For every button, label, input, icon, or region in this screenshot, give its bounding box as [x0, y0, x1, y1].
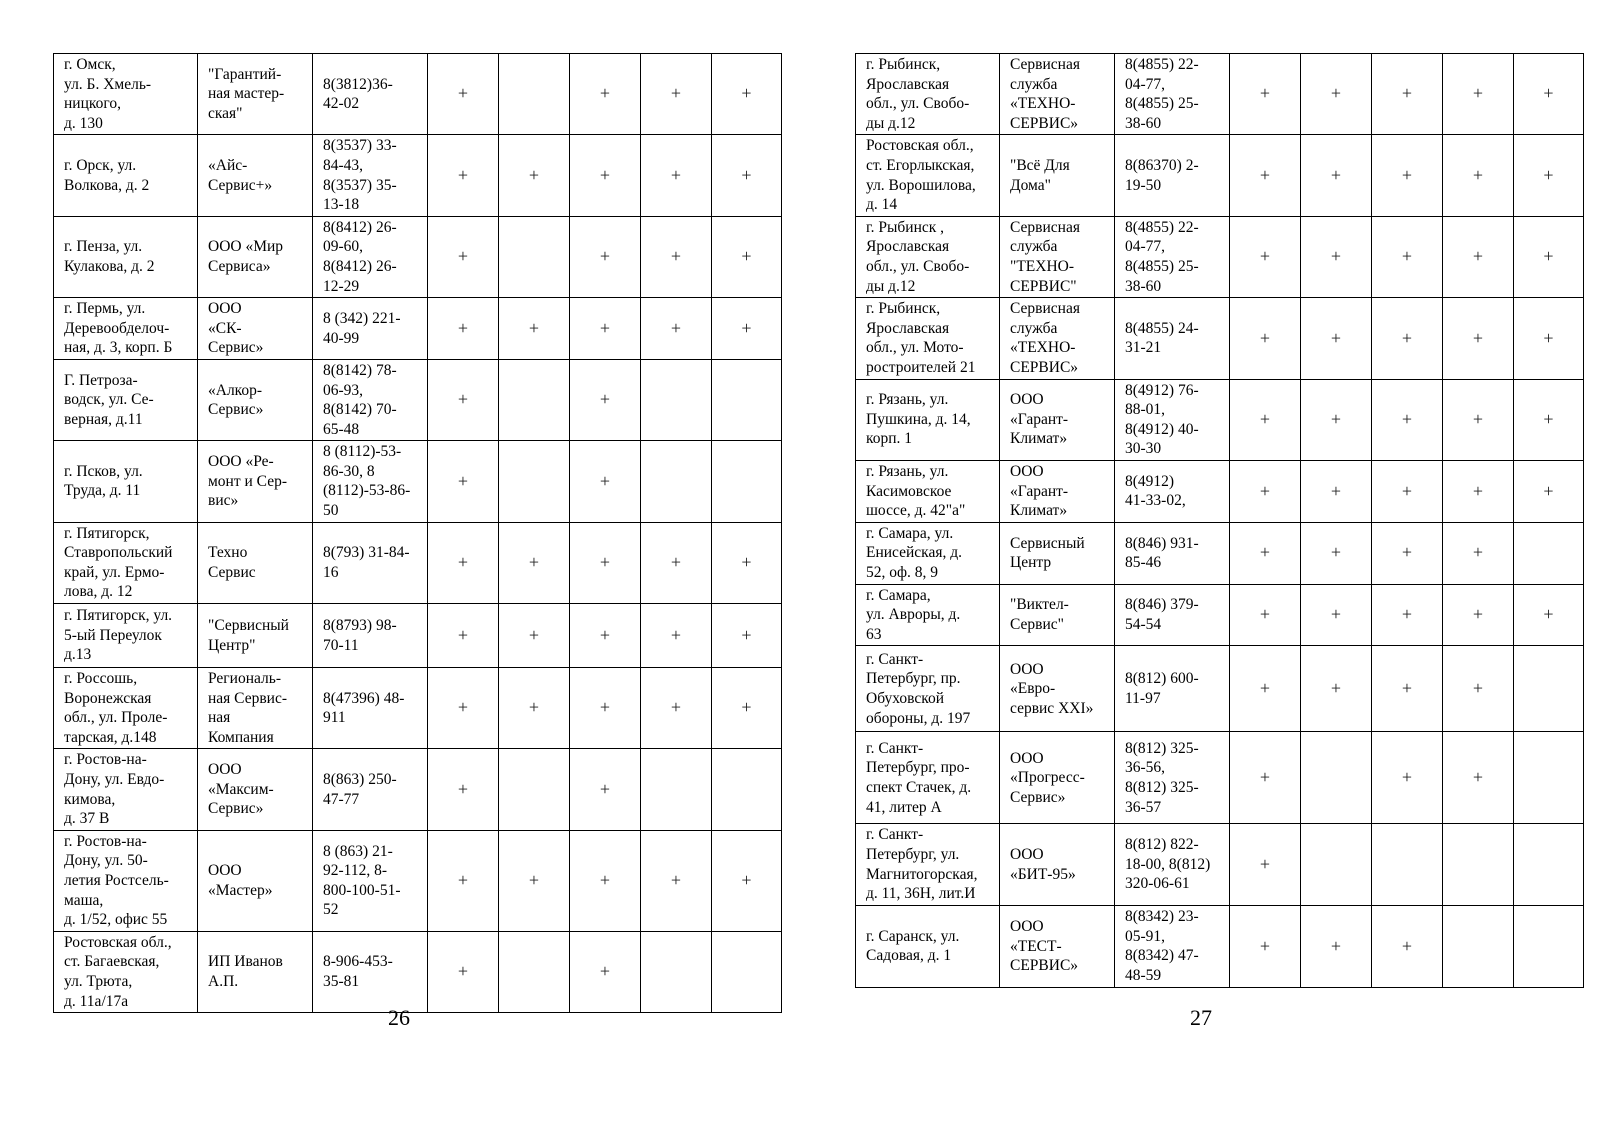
table-row	[54, 668, 782, 749]
phone-cell: 8(846) 931- 85-46	[1115, 522, 1230, 584]
phone-cell: 8(863) 250- 47-77	[313, 749, 428, 830]
table-row	[54, 359, 782, 440]
address-cell: Ростовская обл., ст. Егорлыкская, ул. Ворошилова, д. 14	[856, 135, 1000, 216]
mark-cell: +	[712, 668, 782, 749]
mark-cell: +	[1230, 54, 1301, 135]
mark-cell: +	[1514, 216, 1584, 297]
mark-cell: +	[499, 522, 570, 603]
mark-cell	[712, 931, 782, 1012]
mark-cell: +	[1230, 298, 1301, 379]
mark-cell: +	[712, 298, 782, 360]
address-cell: г. Пятигорск, ул. 5-ый Переулок д.13	[54, 604, 198, 668]
service-table-right	[855, 53, 1584, 988]
mark-cell: +	[570, 135, 641, 216]
mark-cell: +	[1372, 379, 1443, 460]
mark-cell: +	[1443, 460, 1514, 522]
address-cell: г. Рыбинск, Ярославская обл., ул. Свобо- ды д.12	[856, 54, 1000, 135]
mark-cell: +	[1443, 216, 1514, 297]
mark-cell	[1514, 646, 1584, 732]
mark-cell: +	[1372, 298, 1443, 379]
mark-cell: +	[712, 604, 782, 668]
mark-cell: +	[1443, 54, 1514, 135]
mark-cell: +	[1230, 216, 1301, 297]
mark-cell: +	[1514, 298, 1584, 379]
mark-cell	[1443, 905, 1514, 987]
mark-cell: +	[1372, 460, 1443, 522]
mark-cell: +	[641, 668, 712, 749]
mark-cell: +	[499, 298, 570, 360]
mark-cell: +	[428, 216, 499, 297]
address-cell: г. Самара, ул. Авроры, д. 63	[856, 584, 1000, 646]
mark-cell: +	[1230, 824, 1301, 905]
mark-cell: +	[1443, 135, 1514, 216]
mark-cell: +	[1301, 135, 1372, 216]
mark-cell: +	[641, 216, 712, 297]
mark-cell	[641, 931, 712, 1012]
table-row	[54, 522, 782, 603]
page-number: 26	[388, 1005, 410, 1030]
phone-cell: 8(8793) 98- 70-11	[313, 604, 428, 668]
company-cell: Сервисная служба «ТЕХНО- СЕРВИС»	[1000, 298, 1115, 379]
mark-cell: +	[428, 604, 499, 668]
company-cell: ООО «Прогресс- Сервис»	[1000, 732, 1115, 824]
table-row	[856, 298, 1584, 379]
table-row	[54, 135, 782, 216]
mark-cell: +	[1372, 135, 1443, 216]
mark-cell: +	[712, 216, 782, 297]
mark-cell: +	[1230, 460, 1301, 522]
mark-cell: +	[1514, 379, 1584, 460]
mark-cell: +	[712, 830, 782, 931]
mark-cell: +	[1372, 54, 1443, 135]
mark-cell: +	[1443, 646, 1514, 732]
mark-cell: +	[712, 135, 782, 216]
address-cell: г. Самара, ул. Енисейская, д. 52, оф. 8, 9	[856, 522, 1000, 584]
address-cell: г. Омск, ул. Б. Хмель- ницкого, д. 130	[54, 54, 198, 135]
address-cell: Ростовская обл., ст. Багаевская, ул. Трюта, д. 11а/17а	[54, 931, 198, 1012]
phone-cell: 8(812) 600- 11-97	[1115, 646, 1230, 732]
mark-cell: +	[1372, 646, 1443, 732]
phone-cell: 8(47396) 48- 911	[313, 668, 428, 749]
address-cell: г. Пятигорск, Ставропольский край, ул. Ермо- лова, д. 12	[54, 522, 198, 603]
table-row	[856, 135, 1584, 216]
company-cell: «Айс- Сервис+»	[198, 135, 313, 216]
mark-cell: +	[428, 931, 499, 1012]
phone-cell: 8(4855) 22- 04-77, 8(4855) 25- 38-60	[1115, 54, 1230, 135]
table-row	[856, 584, 1584, 646]
right-page	[855, 53, 1584, 988]
mark-cell: +	[712, 54, 782, 135]
company-cell: Сервисный Центр	[1000, 522, 1115, 584]
table-row	[54, 216, 782, 297]
company-cell: Сервисная служба "ТЕХНО- СЕРВИС"	[1000, 216, 1115, 297]
table-row	[856, 522, 1584, 584]
service-table-left	[53, 53, 782, 1013]
mark-cell: +	[1301, 460, 1372, 522]
mark-cell: +	[570, 54, 641, 135]
address-cell: г. Ростов-на- Дону, ул. 50- летия Ростсель- маша, д. 1/52, офис 55	[54, 830, 198, 931]
mark-cell: +	[1443, 584, 1514, 646]
mark-cell	[1514, 732, 1584, 824]
mark-cell	[641, 359, 712, 440]
mark-cell: +	[570, 749, 641, 830]
company-cell: "Гарантий- ная мастер- ская"	[198, 54, 313, 135]
company-cell: ООО «БИТ-95»	[1000, 824, 1115, 905]
mark-cell: +	[1514, 54, 1584, 135]
address-cell: г. Санкт- Петербург, ул. Магнитогорская, д. 11, 36Н, лит.И	[856, 824, 1000, 905]
mark-cell: +	[712, 522, 782, 603]
mark-cell: +	[428, 522, 499, 603]
mark-cell: +	[1372, 522, 1443, 584]
phone-cell: 8(4855) 24- 31-21	[1115, 298, 1230, 379]
table-row	[54, 54, 782, 135]
table-row	[856, 379, 1584, 460]
mark-cell: +	[1514, 584, 1584, 646]
company-cell: ООО «СК- Сервис»	[198, 298, 313, 360]
address-cell: г. Саранск, ул. Садовая, д. 1	[856, 905, 1000, 987]
mark-cell: +	[1301, 216, 1372, 297]
company-cell: ООО «Мастер»	[198, 830, 313, 931]
phone-cell: 8(4855) 22- 04-77, 8(4855) 25- 38-60	[1115, 216, 1230, 297]
mark-cell	[499, 359, 570, 440]
mark-cell	[641, 441, 712, 522]
mark-cell: +	[641, 54, 712, 135]
phone-cell: 8 (342) 221- 40-99	[313, 298, 428, 360]
mark-cell: +	[570, 216, 641, 297]
mark-cell: +	[1230, 732, 1301, 824]
left-page	[53, 53, 782, 1013]
mark-cell: +	[428, 830, 499, 931]
address-cell: Г. Петроза- водск, ул. Се- верная, д.11	[54, 359, 198, 440]
address-cell: г. Санкт- Петербург, про- спект Стачек, д. 41, литер А	[856, 732, 1000, 824]
phone-cell: 8(4912) 76- 88-01, 8(4912) 40- 30-30	[1115, 379, 1230, 460]
address-cell: г. Псков, ул. Труда, д. 11	[54, 441, 198, 522]
table-row	[856, 216, 1584, 297]
mark-cell: +	[641, 522, 712, 603]
phone-cell: 8(8142) 78- 06-93, 8(8142) 70- 65-48	[313, 359, 428, 440]
table-row	[856, 732, 1584, 824]
phone-cell: 8 (8112)-53- 86-30, 8 (8112)-53-86- 50	[313, 441, 428, 522]
phone-cell: 8-906-453- 35-81	[313, 931, 428, 1012]
phone-cell: 8(86370) 2- 19-50	[1115, 135, 1230, 216]
mark-cell: +	[1301, 905, 1372, 987]
mark-cell: +	[1230, 379, 1301, 460]
mark-cell	[499, 931, 570, 1012]
mark-cell: +	[641, 135, 712, 216]
company-cell: ООО «ТЕСТ- СЕРВИС»	[1000, 905, 1115, 987]
mark-cell	[712, 441, 782, 522]
company-cell: ООО «Гарант- Климат»	[1000, 379, 1115, 460]
table-row	[54, 441, 782, 522]
mark-cell: +	[1301, 522, 1372, 584]
mark-cell	[499, 749, 570, 830]
mark-cell: +	[1514, 460, 1584, 522]
mark-cell: +	[641, 298, 712, 360]
table-row	[54, 931, 782, 1012]
mark-cell: +	[428, 441, 499, 522]
address-cell: г. Рыбинск , Ярославская обл., ул. Свобо- ды д.12	[856, 216, 1000, 297]
mark-cell: +	[1443, 298, 1514, 379]
mark-cell	[1514, 824, 1584, 905]
mark-cell: +	[570, 931, 641, 1012]
table-row	[54, 830, 782, 931]
mark-cell	[499, 441, 570, 522]
mark-cell: +	[1372, 732, 1443, 824]
company-cell: "Виктел- Сервис"	[1000, 584, 1115, 646]
mark-cell: +	[570, 604, 641, 668]
address-cell: г. Пермь, ул. Деревообделоч- ная, д. 3, корп. Б	[54, 298, 198, 360]
table-row	[856, 824, 1584, 905]
mark-cell	[1514, 522, 1584, 584]
mark-cell: +	[1301, 54, 1372, 135]
mark-cell: +	[1230, 522, 1301, 584]
table-row	[54, 749, 782, 830]
mark-cell: +	[641, 830, 712, 931]
company-cell: "Сервисный Центр"	[198, 604, 313, 668]
mark-cell: +	[1301, 584, 1372, 646]
mark-cell	[712, 749, 782, 830]
mark-cell: +	[641, 604, 712, 668]
mark-cell: +	[1514, 135, 1584, 216]
company-cell: Региональ- ная Сервис- ная Компания	[198, 668, 313, 749]
mark-cell: +	[1372, 216, 1443, 297]
table-row	[856, 905, 1584, 987]
company-cell: «Алкор- Сервис»	[198, 359, 313, 440]
mark-cell	[1372, 824, 1443, 905]
company-cell: ООО «Максим- Сервис»	[198, 749, 313, 830]
company-cell: ООО «Гарант- Климат»	[1000, 460, 1115, 522]
phone-cell: 8(4912) 41-33-02,	[1115, 460, 1230, 522]
phone-cell: 8(3812)36- 42-02	[313, 54, 428, 135]
address-cell: г. Рыбинск, Ярославская обл., ул. Мото- ростроителей 21	[856, 298, 1000, 379]
mark-cell	[499, 54, 570, 135]
address-cell: г. Россошь, Воронежская обл., ул. Проле- тарская, д.148	[54, 668, 198, 749]
company-cell: Сервисная служба «ТЕХНО- СЕРВИС»	[1000, 54, 1115, 135]
mark-cell: +	[1372, 905, 1443, 987]
phone-cell: 8(812) 822- 18-00, 8(812) 320-06-61	[1115, 824, 1230, 905]
company-cell: Техно Сервис	[198, 522, 313, 603]
phone-cell: 8(3537) 33- 84-43, 8(3537) 35- 13-18	[313, 135, 428, 216]
mark-cell: +	[499, 668, 570, 749]
company-cell: ИП Иванов А.П.	[198, 931, 313, 1012]
address-cell: г. Ростов-на- Дону, ул. Евдо- кимова, д. 37 В	[54, 749, 198, 830]
table-row	[856, 54, 1584, 135]
mark-cell: +	[570, 441, 641, 522]
phone-cell: 8(8342) 23- 05-91, 8(8342) 47- 48-59	[1115, 905, 1230, 987]
mark-cell: +	[1301, 646, 1372, 732]
mark-cell	[1301, 732, 1372, 824]
mark-cell: +	[428, 298, 499, 360]
mark-cell: +	[428, 749, 499, 830]
mark-cell: +	[570, 668, 641, 749]
phone-cell: 8 (863) 21- 92-112, 8- 800-100-51- 52	[313, 830, 428, 931]
mark-cell: +	[1372, 584, 1443, 646]
address-cell: г. Пенза, ул. Кулакова, д. 2	[54, 216, 198, 297]
mark-cell	[712, 359, 782, 440]
phone-cell: 8(846) 379- 54-54	[1115, 584, 1230, 646]
address-cell: г. Рязань, ул. Касимовское шоссе, д. 42"а"	[856, 460, 1000, 522]
mark-cell: +	[1230, 584, 1301, 646]
table-row	[54, 604, 782, 668]
company-cell: ООО «Ре- монт и Сер- вис»	[198, 441, 313, 522]
mark-cell: +	[570, 359, 641, 440]
company-cell: ООО «Евро- сервис XXI»	[1000, 646, 1115, 732]
mark-cell	[499, 216, 570, 297]
mark-cell: +	[428, 359, 499, 440]
company-cell: "Всё Для Дома"	[1000, 135, 1115, 216]
mark-cell: +	[1443, 379, 1514, 460]
mark-cell: +	[499, 604, 570, 668]
table-row	[856, 646, 1584, 732]
table-row	[856, 460, 1584, 522]
mark-cell	[1514, 905, 1584, 987]
phone-cell: 8(8412) 26- 09-60, 8(8412) 26- 12-29	[313, 216, 428, 297]
mark-cell: +	[570, 830, 641, 931]
mark-cell: +	[499, 135, 570, 216]
phone-cell: 8(812) 325- 36-56, 8(812) 325- 36-57	[1115, 732, 1230, 824]
address-cell: г. Санкт- Петербург, пр. Обуховской обороны, д. 197	[856, 646, 1000, 732]
mark-cell: +	[1301, 379, 1372, 460]
phone-cell: 8(793) 31-84- 16	[313, 522, 428, 603]
mark-cell: +	[1230, 135, 1301, 216]
table-row	[54, 298, 782, 360]
mark-cell: +	[1443, 732, 1514, 824]
company-cell: ООО «Мир Сервиса»	[198, 216, 313, 297]
mark-cell	[1443, 824, 1514, 905]
mark-cell	[1301, 824, 1372, 905]
mark-cell: +	[1230, 905, 1301, 987]
mark-cell: +	[1443, 522, 1514, 584]
page-number: 27	[1190, 1005, 1212, 1030]
mark-cell: +	[499, 830, 570, 931]
mark-cell: +	[1230, 646, 1301, 732]
mark-cell: +	[428, 135, 499, 216]
mark-cell: +	[570, 522, 641, 603]
address-cell: г. Орск, ул. Волкова, д. 2	[54, 135, 198, 216]
mark-cell: +	[570, 298, 641, 360]
mark-cell: +	[428, 668, 499, 749]
mark-cell	[641, 749, 712, 830]
mark-cell: +	[428, 54, 499, 135]
address-cell: г. Рязань, ул. Пушкина, д. 14, корп. 1	[856, 379, 1000, 460]
mark-cell: +	[1301, 298, 1372, 379]
